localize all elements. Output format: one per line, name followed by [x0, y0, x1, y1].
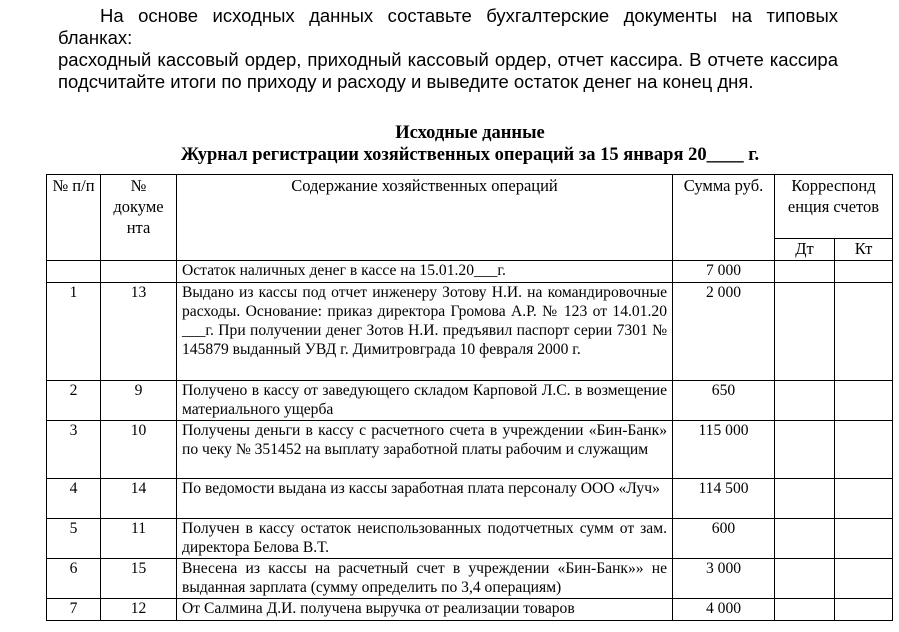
row-amount: 600	[673, 519, 775, 559]
row-content: По ведомости выдана из кассы заработная плата персоналу ООО «Луч»	[177, 479, 673, 519]
row-num: 4	[47, 479, 101, 519]
table-row	[47, 519, 893, 559]
row-content: Получен в кассу остаток неиспользованных подотчетных сумм от зам. директора Белова В.Т.	[177, 519, 673, 559]
task-description	[58, 5, 838, 93]
row-doc: 14	[101, 479, 177, 519]
journal-table	[46, 174, 893, 621]
header-content: Содержание хозяйственных операций	[177, 175, 673, 261]
row-num: 7	[47, 599, 101, 621]
row-content: Получены деньги в кассу с расчетного счета в учреждении «Бин-Банк» по чеку № 351452 на выплату заработной платы рабочим и служащим	[177, 421, 673, 479]
row-amount: 4 000	[673, 599, 775, 621]
table-row	[47, 599, 893, 621]
task-paragraph-1: На основе исходных данных составьте бухгалтерские документы на типовых бланках:	[58, 5, 838, 48]
table-row	[47, 421, 893, 479]
row-amount: 2 000	[673, 283, 775, 381]
header-amount: Сумма руб.	[673, 175, 775, 261]
row-doc: 12	[101, 599, 177, 621]
journal-title: Журнал регистрации хозяйственных операций за 15 января 20____ г.	[180, 145, 760, 165]
row-amount: 114 500	[673, 479, 775, 519]
header-doc: № докуме нта	[101, 175, 177, 261]
row-content: Внесена из кассы на расчетный счет в учреждении «Бин-Банк»» не выданная зарплата (сумму определить по 3,4 операциям)	[177, 559, 673, 599]
row-doc: 15	[101, 559, 177, 599]
row-doc: 13	[101, 283, 177, 381]
opening-balance-amount: 7 000	[673, 261, 775, 283]
row-amount: 3 000	[673, 559, 775, 599]
opening-balance-text: Остаток наличных денег в кассе на 15.01.20___г.	[177, 261, 673, 283]
row-doc: 11	[101, 519, 177, 559]
row-num: 1	[47, 283, 101, 381]
row-num: 6	[47, 559, 101, 599]
section-title: Исходные данные	[395, 123, 545, 143]
table-row	[47, 479, 893, 519]
row-amount: 115 000	[673, 421, 775, 479]
header-kt: Кт	[835, 239, 893, 261]
row-num: 2	[47, 381, 101, 421]
row-content: От Салмина Д.И. получена выручка от реализации товаров	[177, 599, 673, 621]
table-header-row	[47, 175, 893, 239]
row-amount: 650	[673, 381, 775, 421]
table-row	[47, 381, 893, 421]
row-content: Получено в кассу от заведующего складом Карповой Л.С. в возмещение материального ущерба	[177, 381, 673, 421]
row-content: Выдано из кассы под отчет инженеру Зотову Н.И. на командировочные расходы. Основание: приказ директора Громова А.Р. № 123 от 14.01.20 ___г. При получении денег Зотов Н.И. предъявил паспорт серии 7301 № 145879 выданный УВД г. Димитровграда 10 февраля 2000 г.	[177, 283, 673, 381]
row-doc: 9	[101, 381, 177, 421]
header-correspondence: Корреспонд енция счетов	[775, 175, 893, 239]
row-num: 5	[47, 519, 101, 559]
header-num: № п/п	[47, 175, 101, 261]
table-row	[47, 283, 893, 381]
row-doc: 10	[101, 421, 177, 479]
table-row	[47, 559, 893, 599]
task-paragraph-2: расходный кассовый ордер, приходный кассовый ордер, отчет кассира. В отчете кассира подсчитайте итоги по приходу и расходу и выведите остаток денег на конец дня.	[58, 49, 838, 92]
row-num: 3	[47, 421, 101, 479]
opening-balance-row	[47, 261, 893, 283]
header-dt: Дт	[775, 239, 835, 261]
